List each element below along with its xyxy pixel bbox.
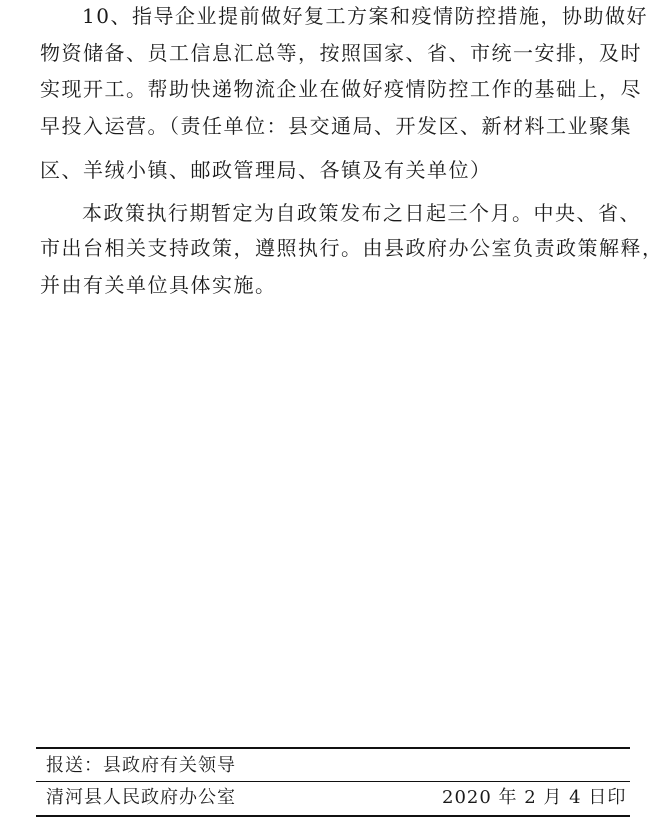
paragraph-2-line-3: 并由有关单位具体实施。 (40, 273, 277, 297)
paragraph-1-line-1: 10、指导企业提前做好复工方案和疫情防控措施，协助做好 (82, 4, 648, 28)
paragraph-2-line-2: 市出台相关支持政策，遵照执行。由县政府办公室负责政策解释， (40, 236, 664, 260)
footer-date: 2020 年 2 月 4 日印 (442, 787, 627, 808)
paragraph-1-line-5: 区、羊绒小镇、邮政管理局、各镇及有关单位） (40, 158, 492, 182)
paragraph-1-line-2: 物资储备、员工信息汇总等，按照国家、省、市统一安排，及时 (40, 41, 642, 65)
footer-issuer: 清河县人民政府办公室 (46, 787, 236, 808)
paragraph-2-line-1: 本政策执行期暂定为自政策发布之日起三个月。中央、省、 (82, 201, 641, 225)
paragraph-1-line-4: 早投入运营。（责任单位：县交通局、开发区、新材料工业聚集 (40, 114, 632, 138)
footer-top-rule (36, 747, 630, 749)
paragraph-1-line-3: 实现开工。帮助快递物流企业在做好疫情防控工作的基础上，尽 (40, 77, 642, 101)
footer-report-to: 报送：县政府有关领导 (46, 755, 236, 776)
footer-middle-rule (36, 781, 630, 782)
